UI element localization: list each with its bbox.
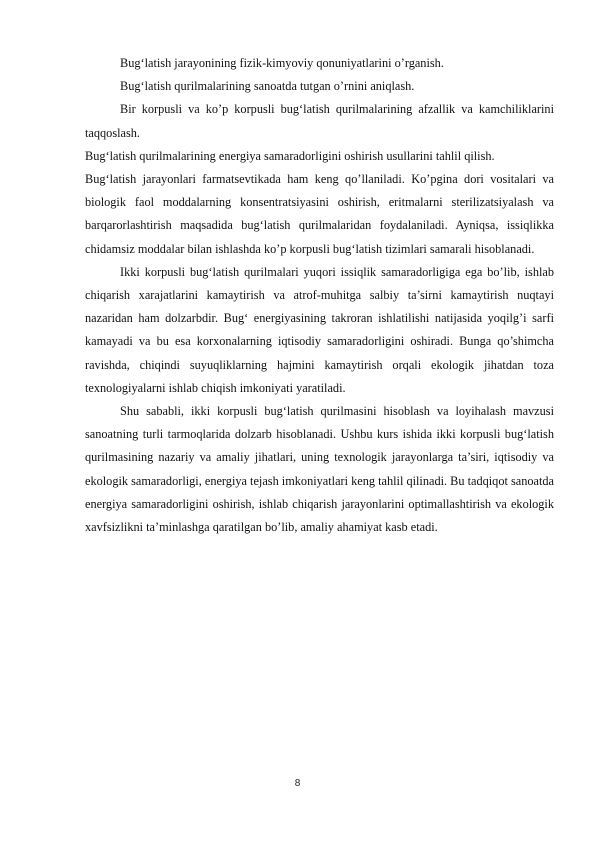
- paragraph-comparison: Bir korpusli va ko’p korpusli bug‘latish qurilmalarining afzallik va kamchiliklarini taqqoslash.: [85, 102, 554, 140]
- paragraph-energy-efficiency: Bug‘latish qurilmalarining energiya samaradorligini oshirish usullarini tahlil qilish.: [85, 148, 495, 163]
- list-item-objective-2: Bug‘latish qurilmalarining sanoatda tutgan o’rnini aniqlash.: [120, 79, 415, 94]
- paragraph-relevance: Shu sababli, ikki korpusli bug‘latish qurilmasini hisoblash va loyihalash mavzusi sanoatning turli tarmoqlarida dolzarb hisoblanadi. Ushbu kurs ishida ikki korpusli bug‘latish qurilmasining nazariy va amaliy jihatlari, uning texnologik jarayonlarga ta’siri, iqtisodiy va ekologik samaradorligi, energiya tejash imkoniyatlari keng tahlil qilinadi. Bu tadqiqot sanoatda energiya samaradorligini oshirish, ishlab chiqarish jarayonlarini optimallashtirish va ekologik xavfsizlikni ta’minlashga qaratilgan bo’lib, amaliy ahamiyat kasb etadi.: [85, 404, 554, 535]
- page-number: 8: [294, 778, 301, 789]
- paragraph-pharmaceutics: Bug‘latish jarayonlari farmatsevtikada ham keng qo’llaniladi. Ko’pgina dori vositalari va biologik faol moddalarning konsentratsiyasini oshirish, eritmalarni sterilizatsiyalash va barqarorlashtirish maqsadida bug‘latish qurilmalaridan foydalaniladi. Ayniqsa, issiqlikka chidamsiz moddalar bilan ishlashda ko’p korpusli bug‘latish tizimlari samarali hisoblanadi.: [85, 172, 554, 256]
- document-body: [85, 52, 554, 539]
- list-item-objective-1: Bug‘latish jarayonining fizik-kimyoviy qonuniyatlarini o’rganish.: [120, 56, 444, 70]
- paragraph-two-stage-benefits: Ikki korpusli bug‘latish qurilmalari yuqori issiqlik samaradorligiga ega bo’lib, ishlab chiqarish xarajatlarini kamaytirish va atrof-muhitga salbiy ta’sirni kamaytirish nuqtayi nazaridan ham dolzarbdir. Bug‘ energiyasining takroran ishlatilishi natijasida yoqilg’i sarfi kamayadi va bu esa korxonalarning iqtisodiy samaradorligini oshiradi. Bunga qo’shimcha ravishda, chiqindi suyuqliklarning hajmini kamaytirish orqali ekologik jihatdan toza texnologiyalarni ishlab chiqish imkoniyati yaratiladi.: [85, 264, 554, 395]
